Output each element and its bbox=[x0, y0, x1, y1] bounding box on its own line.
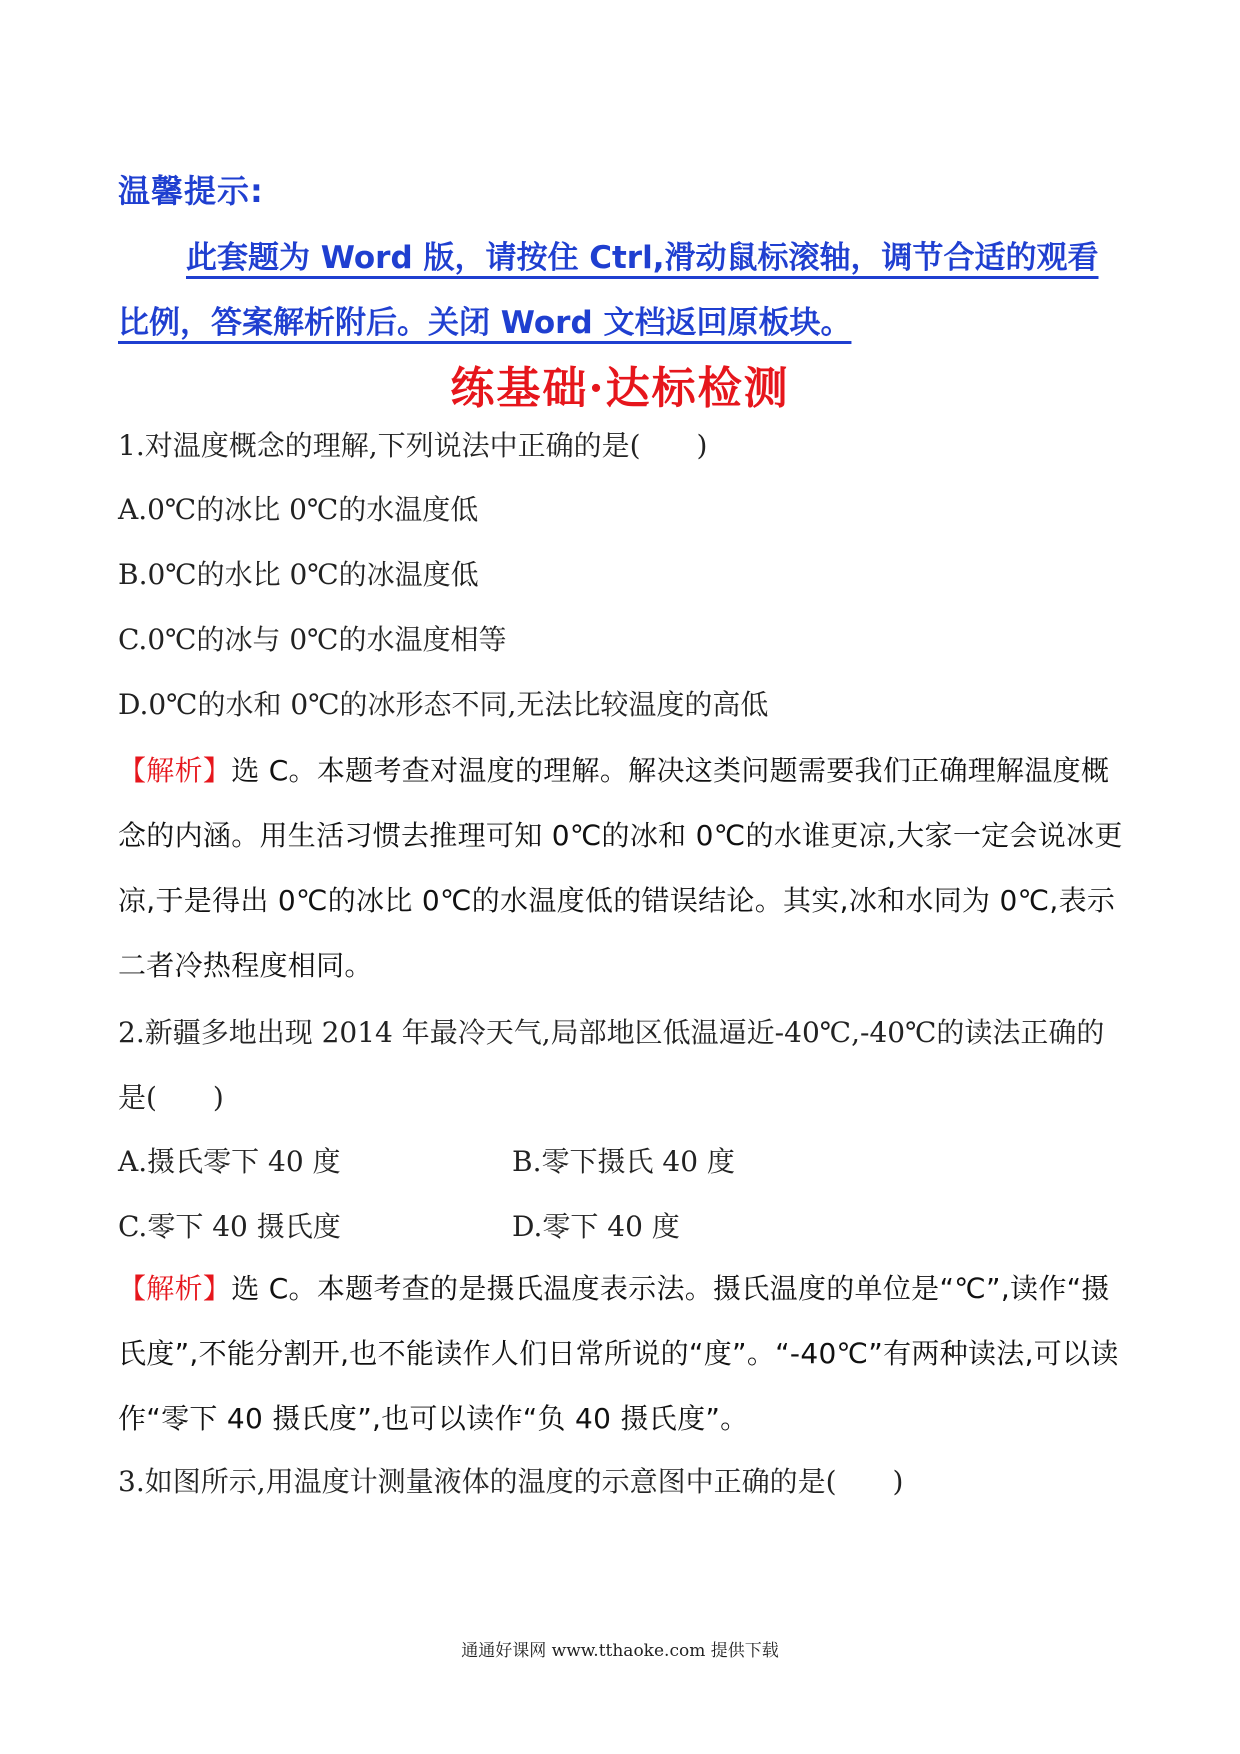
question-2-option-b: B.零下摄氏 40 度 bbox=[512, 1145, 735, 1178]
question-1-option-d: D.0℃的水和 0℃的冰形态不同,无法比较温度的高低 bbox=[118, 688, 769, 721]
question-2-option-a: A.摄氏零下 40 度 bbox=[118, 1145, 341, 1178]
question-2-stem: 2.新疆多地出现 2014 年最冷天气,局部地区低温逼近-40℃,-40℃的读法正确的是( ) bbox=[118, 1016, 1105, 1114]
question-2-option-c: C.零下 40 摄氏度 bbox=[118, 1210, 341, 1243]
question-1-option-b: B.0℃的水比 0℃的冰温度低 bbox=[118, 558, 479, 591]
tip-body: 此套题为 Word 版，请按住 Ctrl,滑动鼠标滚轴，调节合适的观看比例，答案解析附后。关闭 Word 文档返回原板块。 bbox=[118, 240, 1099, 341]
page-footer: 通通好课网 www.tthaoke.com 提供下载 bbox=[461, 1641, 779, 1661]
question-2-analysis bbox=[118, 1256, 1130, 1451]
analysis-text: 选 C。本题考查的是摄氏温度表示法。摄氏温度的单位是“℃”,读作“摄氏度”,不能分割开,也不能读作人们日常所说的“度”。“-40℃”有两种读法,可以读作“零下 40 摄氏度”,也可以读作“负 40 摄氏度”。 bbox=[118, 1272, 1119, 1435]
analysis-text: 选 C。本题考查对温度的理解。解决这类问题需要我们正确理解温度概念的内涵。用生活习惯去推理可知 0℃的冰和 0℃的水谁更凉,大家一定会说冰更凉,于是得出 0℃的冰比 0℃的水温度低的错误结论。其实,冰和水同为 0℃,表示二者冷热程度相同。 bbox=[118, 754, 1123, 982]
question-1-option-c: C.0℃的冰与 0℃的水温度相等 bbox=[118, 623, 507, 656]
tip-title: 温馨提示: bbox=[118, 172, 264, 210]
analysis-label: 【解析】 bbox=[118, 1272, 232, 1305]
question-1-stem: 1.对温度概念的理解,下列说法中正确的是( ) bbox=[118, 429, 708, 462]
analysis-label: 【解析】 bbox=[118, 754, 232, 787]
question-1-option-a: A.0℃的冰比 0℃的水温度低 bbox=[118, 493, 479, 526]
section-title: 练基础·达标检测 bbox=[450, 363, 790, 414]
question-3-stem: 3.如图所示,用温度计测量液体的温度的示意图中正确的是( ) bbox=[118, 1465, 904, 1498]
question-1-analysis bbox=[118, 738, 1130, 998]
question-2-option-d: D.零下 40 度 bbox=[512, 1210, 680, 1243]
